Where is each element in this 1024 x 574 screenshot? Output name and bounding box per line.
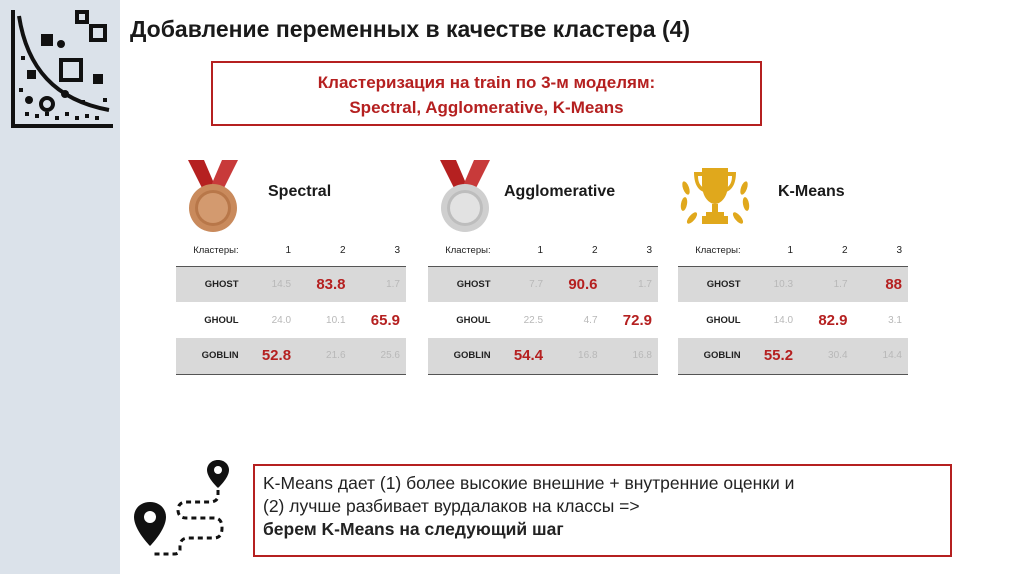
cell-value: 14.4: [854, 338, 908, 374]
col-header: 3: [604, 236, 658, 266]
row-label: GHOUL: [204, 314, 239, 326]
model-spectral: [176, 158, 408, 375]
models-summary-line1: Кластеризация на train по 3-м моделям:: [317, 73, 656, 92]
cell-value: 1.7: [604, 266, 658, 302]
table-row: [678, 266, 908, 302]
model-agglomerative: [428, 158, 660, 375]
bronze-medal-icon: [178, 158, 248, 234]
row-label: GOBLIN: [678, 338, 745, 374]
cluster-scatter-icon: [5, 8, 115, 130]
col-header: 1: [495, 236, 549, 266]
trophy-icon: [680, 158, 750, 234]
cell-value: 25.6: [352, 338, 406, 374]
model-name: Spectral: [268, 183, 332, 200]
col-header: 2: [549, 236, 603, 266]
row-label: GHOST: [678, 266, 745, 302]
table-row: [428, 266, 658, 302]
cell-value: 90.6: [549, 266, 603, 302]
cell-value: 3.1: [888, 314, 902, 326]
table-row: [176, 302, 406, 338]
cell-value: 14.0: [773, 314, 794, 326]
row-label: GHOST: [176, 266, 243, 302]
clusters-header: Кластеры:: [176, 236, 243, 266]
scores-table: [428, 236, 658, 375]
page-title: Добавление переменных в качестве кластера (4): [130, 16, 691, 42]
sidebar-panel: [0, 0, 120, 574]
cell-value: 21.6: [297, 338, 351, 374]
cell-value: 65.9: [370, 311, 400, 329]
conclusion-line2: (2) лучше разбивает вурдалаков на классы =>: [263, 496, 640, 516]
scores-table: [678, 236, 908, 375]
row-label: GHOUL: [456, 314, 491, 326]
col-header: 2: [297, 236, 351, 266]
cell-value: 88: [854, 266, 908, 302]
table-row: [678, 302, 908, 338]
table-row: [678, 338, 908, 374]
cell-value: 7.7: [495, 266, 549, 302]
cell-value: 4.7: [583, 314, 598, 326]
table-row: [176, 266, 406, 302]
cell-value: 16.8: [549, 338, 603, 374]
model-kmeans: [678, 158, 910, 375]
cell-value: 54.4: [495, 338, 549, 374]
cell-value: 24.0: [271, 314, 292, 326]
silver-medal-icon: [430, 158, 500, 234]
col-header: 3: [352, 236, 406, 266]
conclusion-box: [253, 464, 952, 557]
cell-value: 1.7: [799, 266, 853, 302]
cell-value: 22.5: [523, 314, 544, 326]
cell-value: 72.9: [622, 311, 652, 329]
clusters-header: Кластеры:: [428, 236, 495, 266]
cell-value: 82.9: [818, 311, 848, 329]
conclusion-line1: K-Means дает (1) более высокие внешние + внутренние оценки и: [263, 473, 795, 493]
col-header: 1: [243, 236, 297, 266]
row-label: GHOST: [428, 266, 495, 302]
cell-value: 10.1: [326, 314, 346, 326]
route-map-icon: [128, 458, 246, 558]
conclusion-line3: берем K-Means на следующий шаг: [263, 519, 564, 539]
clusters-header: Кластеры:: [678, 236, 745, 266]
table-row: [428, 338, 658, 374]
cell-value: 55.2: [745, 338, 799, 374]
cell-value: 30.4: [799, 338, 853, 374]
col-header: 2: [799, 236, 853, 266]
table-row: [428, 302, 658, 338]
col-header: 3: [854, 236, 908, 266]
col-header: 1: [745, 236, 799, 266]
model-name: Agglomerative: [504, 183, 616, 200]
cell-value: 14.5: [243, 266, 297, 302]
row-label: GOBLIN: [176, 338, 243, 374]
scores-table: [176, 236, 406, 375]
cell-value: 10.3: [745, 266, 799, 302]
model-name: K-Means: [778, 183, 845, 200]
row-label: GOBLIN: [428, 338, 495, 374]
cell-value: 83.8: [297, 266, 351, 302]
table-row: [176, 338, 406, 374]
cell-value: 16.8: [604, 338, 658, 374]
cell-value: 1.7: [352, 266, 406, 302]
models-summary-line2: Spectral, Agglomerative, K-Means: [349, 98, 624, 117]
models-summary-box: [211, 61, 762, 126]
cell-value: 52.8: [243, 338, 297, 374]
row-label: GHOUL: [706, 314, 741, 326]
